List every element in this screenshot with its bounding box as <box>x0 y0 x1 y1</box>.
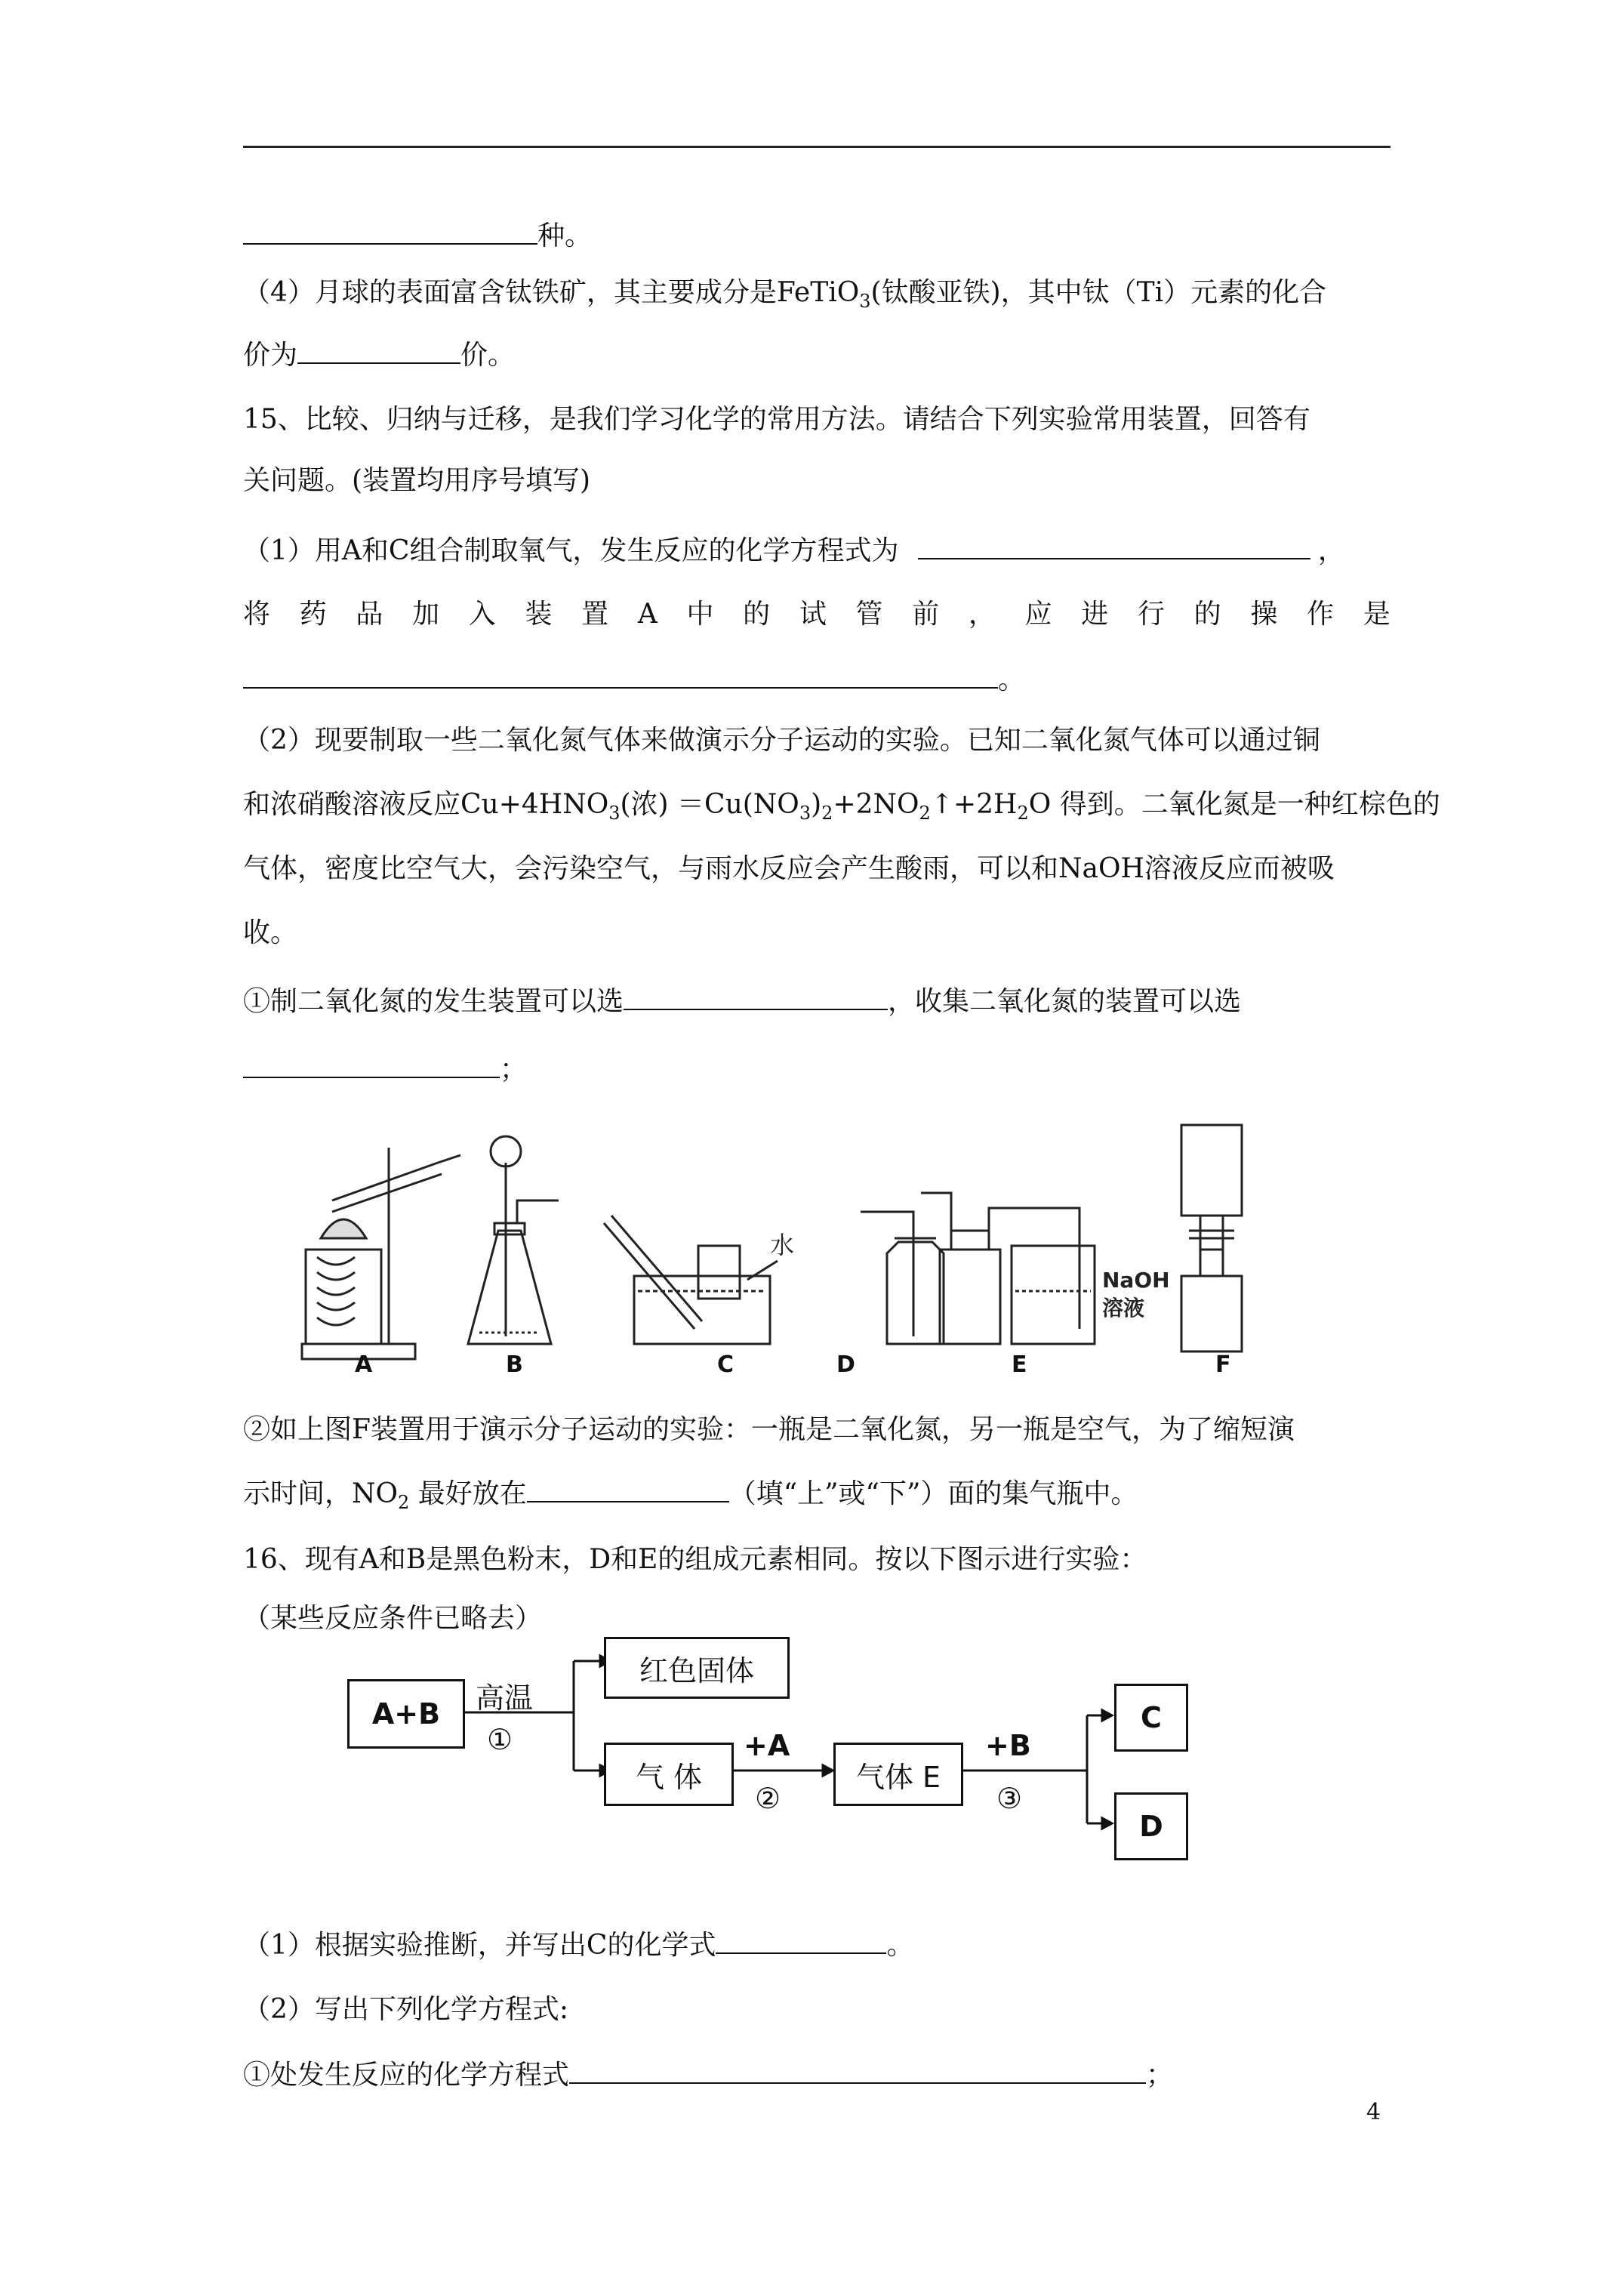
gas-e-label: 气体 E <box>855 1760 941 1794</box>
text: 关问题。(装置均用序号填写) <box>243 465 591 496</box>
justified-word: A <box>637 599 658 630</box>
step-1: ① <box>487 1723 513 1756</box>
text: 。 <box>998 664 1026 695</box>
text: ①制二氧化氮的发生装置可以选 <box>243 986 624 1017</box>
text: ； <box>500 1054 528 1085</box>
justified-word: 管 <box>855 599 883 630</box>
node-d: D <box>1114 1792 1188 1860</box>
text: 16、现有A和B是黑色粉末，D和E的组成元素相同。按以下图示进行实验： <box>243 1544 1147 1575</box>
text-line <box>243 2055 1173 2095</box>
subscript: 2 <box>919 803 931 824</box>
text: 种。 <box>537 220 593 251</box>
naoh-label: NaOH <box>1102 1268 1170 1293</box>
text: 示时间，NO <box>243 1478 399 1509</box>
label-c: C <box>717 1351 735 1378</box>
text: O 得到。二氧化氮是一种红棕色的 <box>1028 789 1440 820</box>
label-d: D <box>836 1351 855 1378</box>
text: （2）写出下列化学方程式: <box>243 1994 569 2025</box>
text: +2NO <box>833 789 919 820</box>
subscript: 2 <box>1017 803 1029 824</box>
text: 15、比较、归纳与迁移，是我们学习化学的常用方法。请结合下列实验常用装置，回答有 <box>243 404 1310 435</box>
justified-word: 的 <box>1193 599 1221 630</box>
node-gas: 气 体 <box>604 1743 734 1806</box>
node-gas-e <box>833 1743 963 1806</box>
text: ) <box>811 789 822 820</box>
step-2: ② <box>755 1782 781 1815</box>
text: ， <box>1317 535 1345 566</box>
text: ，收集二氧化氮的装置可以选 <box>888 986 1242 1017</box>
answer-blank[interactable] <box>569 2055 1146 2084</box>
solution-label: 溶液 <box>1102 1296 1145 1321</box>
justified-word: 药 <box>299 599 327 630</box>
justified-word: 的 <box>743 599 771 630</box>
justified-word: 是 <box>1363 599 1390 630</box>
justified-word: ， <box>968 599 996 630</box>
justified-word: 装 <box>525 599 553 630</box>
subscript: 3 <box>799 803 812 824</box>
text: ； <box>1146 2060 1174 2091</box>
text: （某些反应条件已略去） <box>243 1603 543 1634</box>
text: ↑+2H <box>930 789 1018 820</box>
justified-word: 作 <box>1307 599 1335 630</box>
label-a: A <box>355 1351 373 1378</box>
label-e: E <box>1012 1351 1027 1378</box>
justified-word: 中 <box>686 599 714 630</box>
node-a-plus-b: A+B <box>347 1679 465 1749</box>
text: 气体，密度比空气大，会污染空气，与雨水反应会产生酸雨，可以和NaOH溶液反应而被吸 <box>243 853 1335 884</box>
node-red-solid: 红色固体 <box>604 1637 790 1699</box>
justified-word: 操 <box>1250 599 1278 630</box>
subscript: 3 <box>608 803 621 824</box>
text: (浓) ＝Cu(NO <box>620 789 799 820</box>
justified-word: 加 <box>412 599 440 630</box>
text-line <box>243 1990 568 2029</box>
condition-high-temp: 高温 <box>476 1681 534 1715</box>
subscript: 2 <box>821 803 833 824</box>
text: （2）现要制取一些二氧化氮气体来做演示分子运动的实验。已知二氧化氮气体可以通过铜 <box>243 725 1320 756</box>
text: 收。 <box>243 917 298 948</box>
text: 。 <box>886 1930 914 1961</box>
text: 价。 <box>460 340 516 371</box>
reagent-b: +B <box>985 1729 1031 1762</box>
subscript: 3 <box>859 291 871 313</box>
text: 和浓硝酸溶液反应Cu+4HNO <box>243 789 609 820</box>
justified-word: 前 <box>912 599 940 630</box>
text: ②如上图F装置用于演示分子运动的实验：一瓶是二氧化氮，另一瓶是空气，为了缩短演 <box>243 1414 1295 1445</box>
justified-word: 品 <box>356 599 383 630</box>
text: 最好放在 <box>409 1478 527 1509</box>
text: （填“上”或“下”）面的集气瓶中。 <box>728 1478 1138 1509</box>
node-c: C <box>1114 1684 1188 1752</box>
water-label: 水 <box>770 1231 795 1259</box>
text: ①处发生反应的化学方程式 <box>243 2060 570 2091</box>
text: （1）根据实验推断，并写出C的化学式 <box>243 1930 716 1961</box>
justified-word: 进 <box>1081 599 1109 630</box>
text: （4）月球的表面富含钛铁矿，其主要成分是FeTiO <box>243 277 860 308</box>
step-3: ③ <box>996 1782 1023 1815</box>
justified-word: 将 <box>243 599 271 630</box>
subscript: 2 <box>398 1492 410 1514</box>
label-b: B <box>506 1351 523 1378</box>
justified-word: 应 <box>1024 599 1052 630</box>
page-number: 4 <box>1366 2099 1381 2125</box>
justified-word: 试 <box>799 599 827 630</box>
justified-word: 行 <box>1137 599 1165 630</box>
justified-word: 置 <box>581 599 609 630</box>
reagent-a: +A <box>744 1729 790 1762</box>
justified-word: 入 <box>468 599 496 630</box>
answer-blank[interactable] <box>716 1925 886 1954</box>
text: （1）用A和C组合制取氧气，发生反应的化学方程式为 <box>243 535 899 566</box>
text: 价为 <box>243 340 298 371</box>
text-line <box>243 1925 913 1965</box>
label-f: F <box>1215 1351 1231 1378</box>
text: (钛酸亚铁)，其中钛（Ti）元素的化合 <box>870 277 1327 308</box>
